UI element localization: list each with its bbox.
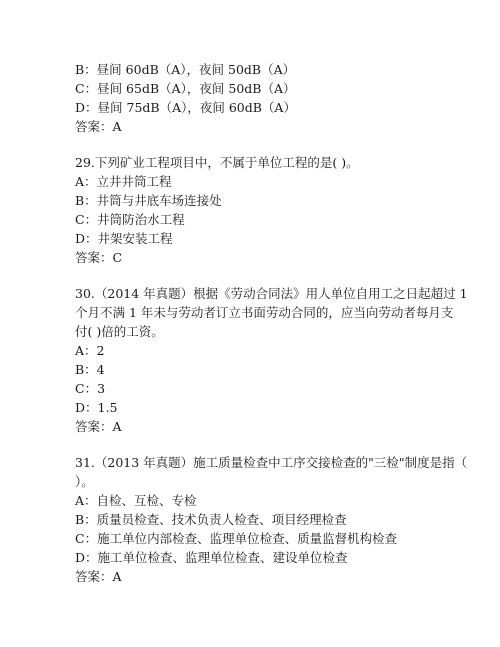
option-d-line: D：昼间 75dB（A），夜间 60dB（A）	[75, 100, 296, 115]
option-d-line: D：井架安装工程	[75, 231, 173, 246]
option-b-line: B：4	[75, 362, 105, 377]
option-b-line: B：质量员检查、技术负责人检查、项目经理检查	[75, 512, 347, 527]
question-31-text-2: ）。	[75, 474, 94, 489]
answer-line: 答案：A	[75, 119, 122, 134]
option-b-line: B：昼间 60dB（A），夜间 50dB（A）	[75, 62, 296, 77]
answer-line: 答案：C	[75, 250, 123, 265]
option-a-line: A：自检、互检、专检	[75, 493, 197, 508]
option-c-line: C：3	[75, 381, 106, 396]
question-29-text: 29.下列矿业工程项目中，不属于单位工程的是( )。	[75, 155, 359, 170]
option-c-line: C：施工单位内部检查、监理单位检查、质量监督机构检查	[75, 531, 398, 546]
answer-line: 答案：A	[75, 419, 122, 434]
option-d-line: D：1.5	[75, 400, 118, 415]
question-31-text-1: 31.（2013 年真题）施工质量检查中工序交接检查的"三检"制度是指（	[75, 455, 468, 470]
answer-line: 答案：A	[75, 569, 122, 584]
question-30-text-2: 个月不满 1 年未与劳动者订立书面劳动合同的，应当向劳动者每月支	[75, 305, 454, 320]
option-c-line: C：井筒防治水工程	[75, 212, 185, 227]
question-30-text-3: 付( )倍的工资。	[75, 324, 164, 339]
option-a-line: A：立井井筒工程	[75, 174, 172, 189]
option-c-line: C：昼间 65dB（A），夜间 50dB（A）	[75, 81, 296, 96]
option-a-line: A：2	[75, 343, 105, 358]
option-b-line: B：井筒与井底车场连接处	[75, 193, 222, 208]
option-d-line: D：施工单位检查、监理单位检查、建设单位检查	[75, 550, 348, 565]
question-30-text-1: 30.（2014 年真题）根据《劳动合同法》用人单位自用工之日起超过 1	[75, 286, 468, 301]
